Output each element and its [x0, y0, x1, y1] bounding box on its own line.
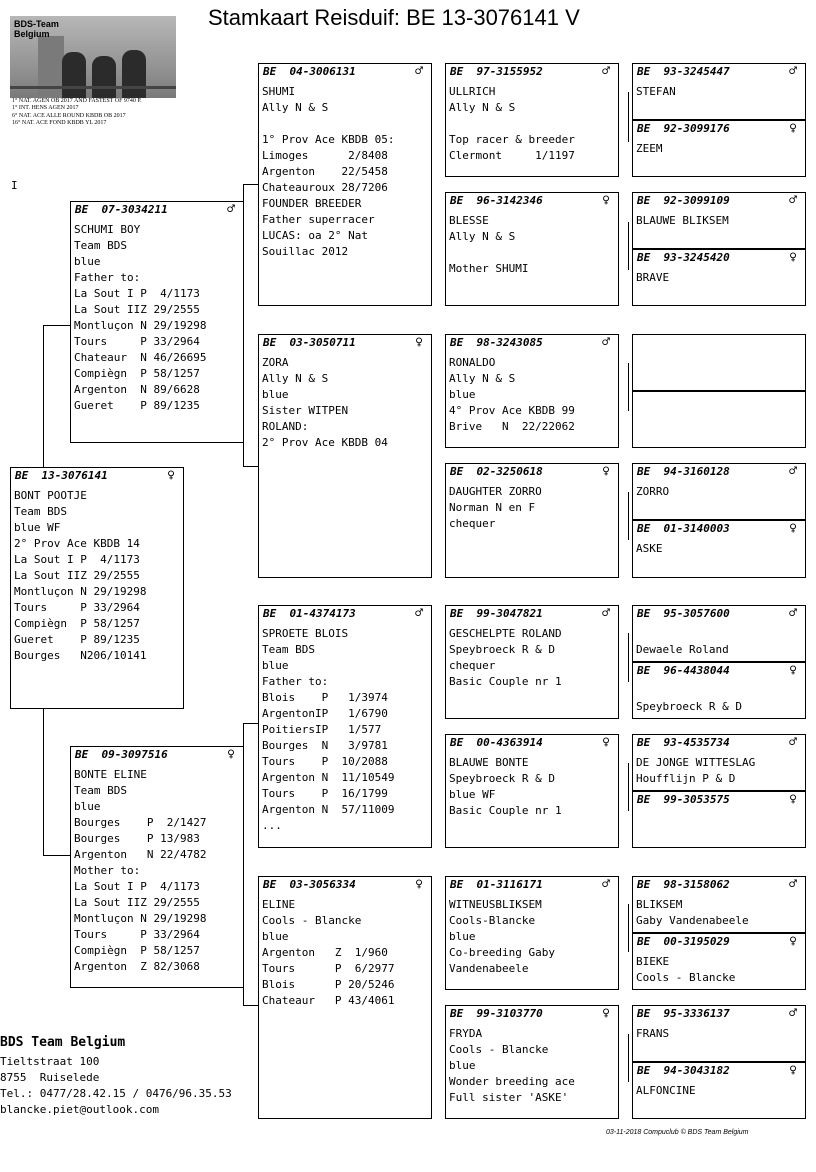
team-logo-photo	[10, 16, 176, 140]
pedigree-card-ancestor	[632, 249, 806, 306]
male-icon: ♂	[789, 1006, 797, 1021]
male-icon: ♂	[789, 64, 797, 79]
logo-photo-railing	[10, 86, 176, 89]
female-icon: ♀	[789, 663, 797, 678]
connector-line	[628, 763, 629, 811]
pedigree-card-ancestor	[632, 791, 806, 848]
connector-line	[628, 222, 629, 270]
pedigree-card-subject	[10, 467, 184, 709]
female-icon: ♀	[602, 464, 610, 479]
address-street: Tieltstraat 100	[0, 1055, 100, 1068]
ring-number: BE 99-3103770	[450, 1007, 543, 1020]
text-cursor: I	[11, 179, 18, 192]
connector-line	[628, 904, 629, 952]
pigeon-details: FRANS	[636, 1027, 670, 1040]
ring-number: BE 07-3034211	[75, 203, 168, 216]
ring-number: BE 01-3140003	[637, 522, 730, 535]
ring-number: BE 99-3053575	[637, 793, 730, 806]
pedigree-card-ancestor	[632, 605, 806, 662]
pedigree-card-ancestor	[445, 876, 619, 990]
pigeon-details: BIEKE Cools - Blancke	[636, 955, 736, 984]
ring-number: BE 93-4535734	[637, 736, 730, 749]
ring-number: BE 94-3043182	[637, 1064, 730, 1077]
pedigree-card-ancestor	[632, 1062, 806, 1119]
ring-number: BE 04-3006131	[263, 65, 356, 78]
pigeon-details: SCHUMI BOY Team BDS blue Father to: La Sout I P 4/1173 La Sout IIZ 29/2555 Montluçon N 29/19298 Tours P 33/2964 Chateaur N 46/26695 Compiègn P 58/1257 Argenton N 89/6628 Gueret P 89/1235	[74, 223, 207, 412]
male-icon: ♂	[415, 606, 423, 621]
connector-line	[243, 1005, 258, 1006]
pedigree-card-ancestor	[632, 734, 806, 791]
connector-line	[628, 492, 629, 540]
ring-number: BE 02-3250618	[450, 465, 543, 478]
pigeon-details: ZORA Ally N & S blue Sister WITPEN ROLAND: 2° Prov Ace KBDB 04	[262, 356, 388, 449]
achievement-line: 1° INT. HENS AGEN 2017	[12, 105, 79, 112]
pedigree-card-father	[70, 201, 244, 443]
male-icon: ♂	[602, 877, 610, 892]
connector-line	[43, 855, 70, 856]
pigeon-details: SHUMI Ally N & S 1° Prov Ace KBDB 05: Limoges 2/8408 Argenton 22/5458 Chateauroux 28/7206 FOUNDER BREEDER Father superracer LUCAS: oa 2° Nat Souillac 2012	[262, 85, 395, 258]
pigeon-details: BLESSE Ally N & S Mother SHUMI	[449, 214, 529, 275]
connector-line	[43, 325, 70, 326]
pedigree-card-granddam-maternal	[258, 876, 432, 1119]
pigeon-details: FRYDA Cools - Blancke blue Wonder breeding ace Full sister 'ASKE'	[449, 1027, 575, 1104]
pedigree-card-ancestor	[632, 120, 806, 177]
ring-number: BE 93-3245447	[637, 65, 730, 78]
female-icon: ♀	[602, 193, 610, 208]
male-icon: ♂	[789, 464, 797, 479]
ring-number: BE 96-3142346	[450, 194, 543, 207]
pedigree-card-ancestor	[445, 463, 619, 578]
female-icon: ♀	[227, 747, 235, 762]
pedigree-card-ancestor	[445, 334, 619, 448]
pedigree-card-ancestor	[632, 662, 806, 719]
female-icon: ♀	[602, 1006, 610, 1021]
connector-line	[628, 363, 629, 411]
female-icon: ♀	[602, 735, 610, 750]
ring-number: BE 13-3076141	[15, 469, 108, 482]
phone-numbers: Tel.: 0477/28.42.15 / 0476/96.35.53	[0, 1087, 232, 1100]
print-stamp: 03-11-2018 Compuclub © BDS Team Belgium	[606, 1129, 749, 1136]
pedigree-card-granddam-paternal	[258, 334, 432, 578]
pedigree-card-ancestor	[445, 63, 619, 177]
pedigree-card-grandsire-paternal	[258, 63, 432, 306]
pedigree-card-mother	[70, 746, 244, 988]
ring-number: BE 01-3116171	[450, 878, 543, 891]
pigeon-details: STEFAN	[636, 85, 676, 98]
pigeon-details: ALFONCINE	[636, 1084, 696, 1097]
male-icon: ♂	[227, 202, 235, 217]
ring-number: BE 00-4363914	[450, 736, 543, 749]
ring-number: BE 95-3057600	[637, 607, 730, 620]
female-icon: ♀	[789, 934, 797, 949]
male-icon: ♂	[789, 877, 797, 892]
pedigree-card-ancestor	[632, 876, 806, 933]
female-icon: ♀	[789, 792, 797, 807]
ring-number: BE 09-3097516	[75, 748, 168, 761]
male-icon: ♂	[602, 606, 610, 621]
pigeon-details: RONALDO Ally N & S blue 4° Prov Ace KBDB 99 Brive N 22/22062	[449, 356, 575, 433]
ring-number: BE 97-3155952	[450, 65, 543, 78]
pedigree-card-empty	[632, 391, 806, 448]
connector-line	[243, 723, 258, 724]
connector-line	[43, 709, 44, 855]
female-icon: ♀	[789, 1063, 797, 1078]
pigeon-details: DE JONGE WITTESLAG Houfflijn P & D	[636, 756, 756, 785]
logo-brand: BDS-Team Belgium	[14, 19, 59, 39]
pedigree-card-grandsire-maternal	[258, 605, 432, 848]
male-icon: ♂	[789, 606, 797, 621]
male-icon: ♂	[789, 193, 797, 208]
address-city: 8755 Ruiselede	[0, 1071, 100, 1084]
connector-line	[243, 466, 258, 467]
female-icon: ♀	[415, 877, 423, 892]
pigeon-details: WITNEUSBLIKSEM Cools-Blancke blue Co-breeding Gaby Vandenabeele	[449, 898, 555, 975]
ring-number: BE 98-3158062	[637, 878, 730, 891]
pigeon-details: BONTE ELINE Team BDS blue Bourges P 2/1427 Bourges P 13/983 Argenton N 22/4782 Mother to: La Sout I P 4/1173 La Sout IIZ 29/2555 Montluçon N 29/19298 Tours P 33/2964 Compiègn P 58/1257 Argenton Z 82/3068	[74, 768, 207, 973]
pigeon-details: ELINE Cools - Blancke blue Argenton Z 1/960 Tours P 6/2977 Blois P 20/5246 Chateaur P 43/4061	[262, 898, 395, 1007]
pedigree-card-ancestor	[632, 463, 806, 520]
pedigree-card-empty	[632, 334, 806, 391]
connector-line	[628, 1034, 629, 1082]
owner-name: BDS Team Belgium	[0, 1035, 126, 1050]
male-icon: ♂	[602, 335, 610, 350]
ring-number: BE 03-3056334	[263, 878, 356, 891]
page-title: Stamkaart Reisduif: BE 13-3076141 V	[208, 5, 580, 30]
pedigree-card-ancestor	[445, 605, 619, 719]
ring-number: BE 99-3047821	[450, 607, 543, 620]
pigeon-details: BLAUWE BLIKSEM	[636, 214, 729, 227]
pedigree-card-ancestor	[445, 734, 619, 848]
pedigree-card-ancestor	[632, 933, 806, 990]
female-icon: ♀	[789, 521, 797, 536]
pigeon-details: ZEEM	[636, 142, 663, 155]
achievement-line: 1° NAT. AGEN OB 2017 AND FASTEST OF 9740 P.	[12, 98, 142, 104]
ring-number: BE 92-3099176	[637, 122, 730, 135]
ring-number: BE 96-4438044	[637, 664, 730, 677]
female-icon: ♀	[167, 468, 175, 483]
pigeon-details: BLIKSEM Gaby Vandenabeele	[636, 898, 749, 927]
pigeon-details: BONT POOTJE Team BDS blue WF 2° Prov Ace KBDB 14 La Sout I P 4/1173 La Sout IIZ 29/2555 Montluçon N 29/19298 Tours P 33/2964 Compiègn P 58/1257 Gueret P 89/1235 Bourges N206/10141	[14, 489, 147, 662]
achievement-line: 6° NAT. ACE ALLE ROUND KBDB OB 2017	[12, 112, 126, 119]
female-icon: ♀	[789, 121, 797, 136]
pedigree-card-ancestor	[632, 1005, 806, 1062]
pigeon-details: Dewaele Roland	[636, 643, 729, 656]
male-icon: ♂	[602, 64, 610, 79]
owner-address-block	[0, 1035, 232, 1118]
pigeon-details: SPROETE BLOIS Team BDS blue Father to: Blois P 1/3974 ArgentonIP 1/6790 PoitiersIP 1/577 Bourges N 3/9781 Tours P 10/2088 Argenton N 11/10549 Tours P 16/1799 Argenton N 57/11009 ...	[262, 627, 395, 832]
ring-number: BE 95-3336137	[637, 1007, 730, 1020]
pigeon-details: ULLRICH Ally N & S Top racer & breeder Clermont 1/1197	[449, 85, 575, 162]
pedigree-card-ancestor	[632, 520, 806, 578]
pigeon-details: ZORRO	[636, 485, 670, 498]
pedigree-card-ancestor	[632, 63, 806, 120]
pigeon-details: Speybroeck R & D	[636, 700, 742, 713]
achievement-line: 16° NAT. ACE FOND KBDB YL 2017	[12, 120, 107, 127]
ring-number: BE 01-4374173	[263, 607, 356, 620]
male-icon: ♂	[415, 64, 423, 79]
pigeon-details: BRAVE	[636, 271, 670, 284]
pedigree-card-ancestor	[632, 192, 806, 249]
pigeon-details: ASKE	[636, 542, 663, 555]
ring-number: BE 94-3160128	[637, 465, 730, 478]
connector-line	[628, 92, 629, 142]
male-icon: ♂	[789, 735, 797, 750]
ring-number: BE 98-3243085	[450, 336, 543, 349]
female-icon: ♀	[415, 335, 423, 350]
female-icon: ♀	[789, 250, 797, 265]
connector-line	[243, 184, 258, 185]
connector-line	[43, 325, 44, 469]
ring-number: BE 93-3245420	[637, 251, 730, 264]
pigeon-details: BLAUWE BONTE Speybroeck R & D blue WF Basic Couple nr 1	[449, 756, 562, 817]
ring-number: BE 92-3099109	[637, 194, 730, 207]
pigeon-details: GESCHELPTE ROLAND Speybroeck R & D chequer Basic Couple nr 1	[449, 627, 562, 688]
pedigree-card-ancestor	[445, 1005, 619, 1119]
pigeon-details: DAUGHTER ZORRO Norman N en F chequer	[449, 485, 542, 530]
pedigree-card-ancestor	[445, 192, 619, 306]
connector-line	[628, 633, 629, 682]
ring-number: BE 03-3050711	[263, 336, 356, 349]
ring-number	[637, 393, 650, 406]
ring-number: BE 00-3195029	[637, 935, 730, 948]
email-address: blancke.piet@outlook.com	[0, 1103, 159, 1116]
logo-achievements	[10, 98, 176, 140]
ring-number	[637, 336, 650, 349]
